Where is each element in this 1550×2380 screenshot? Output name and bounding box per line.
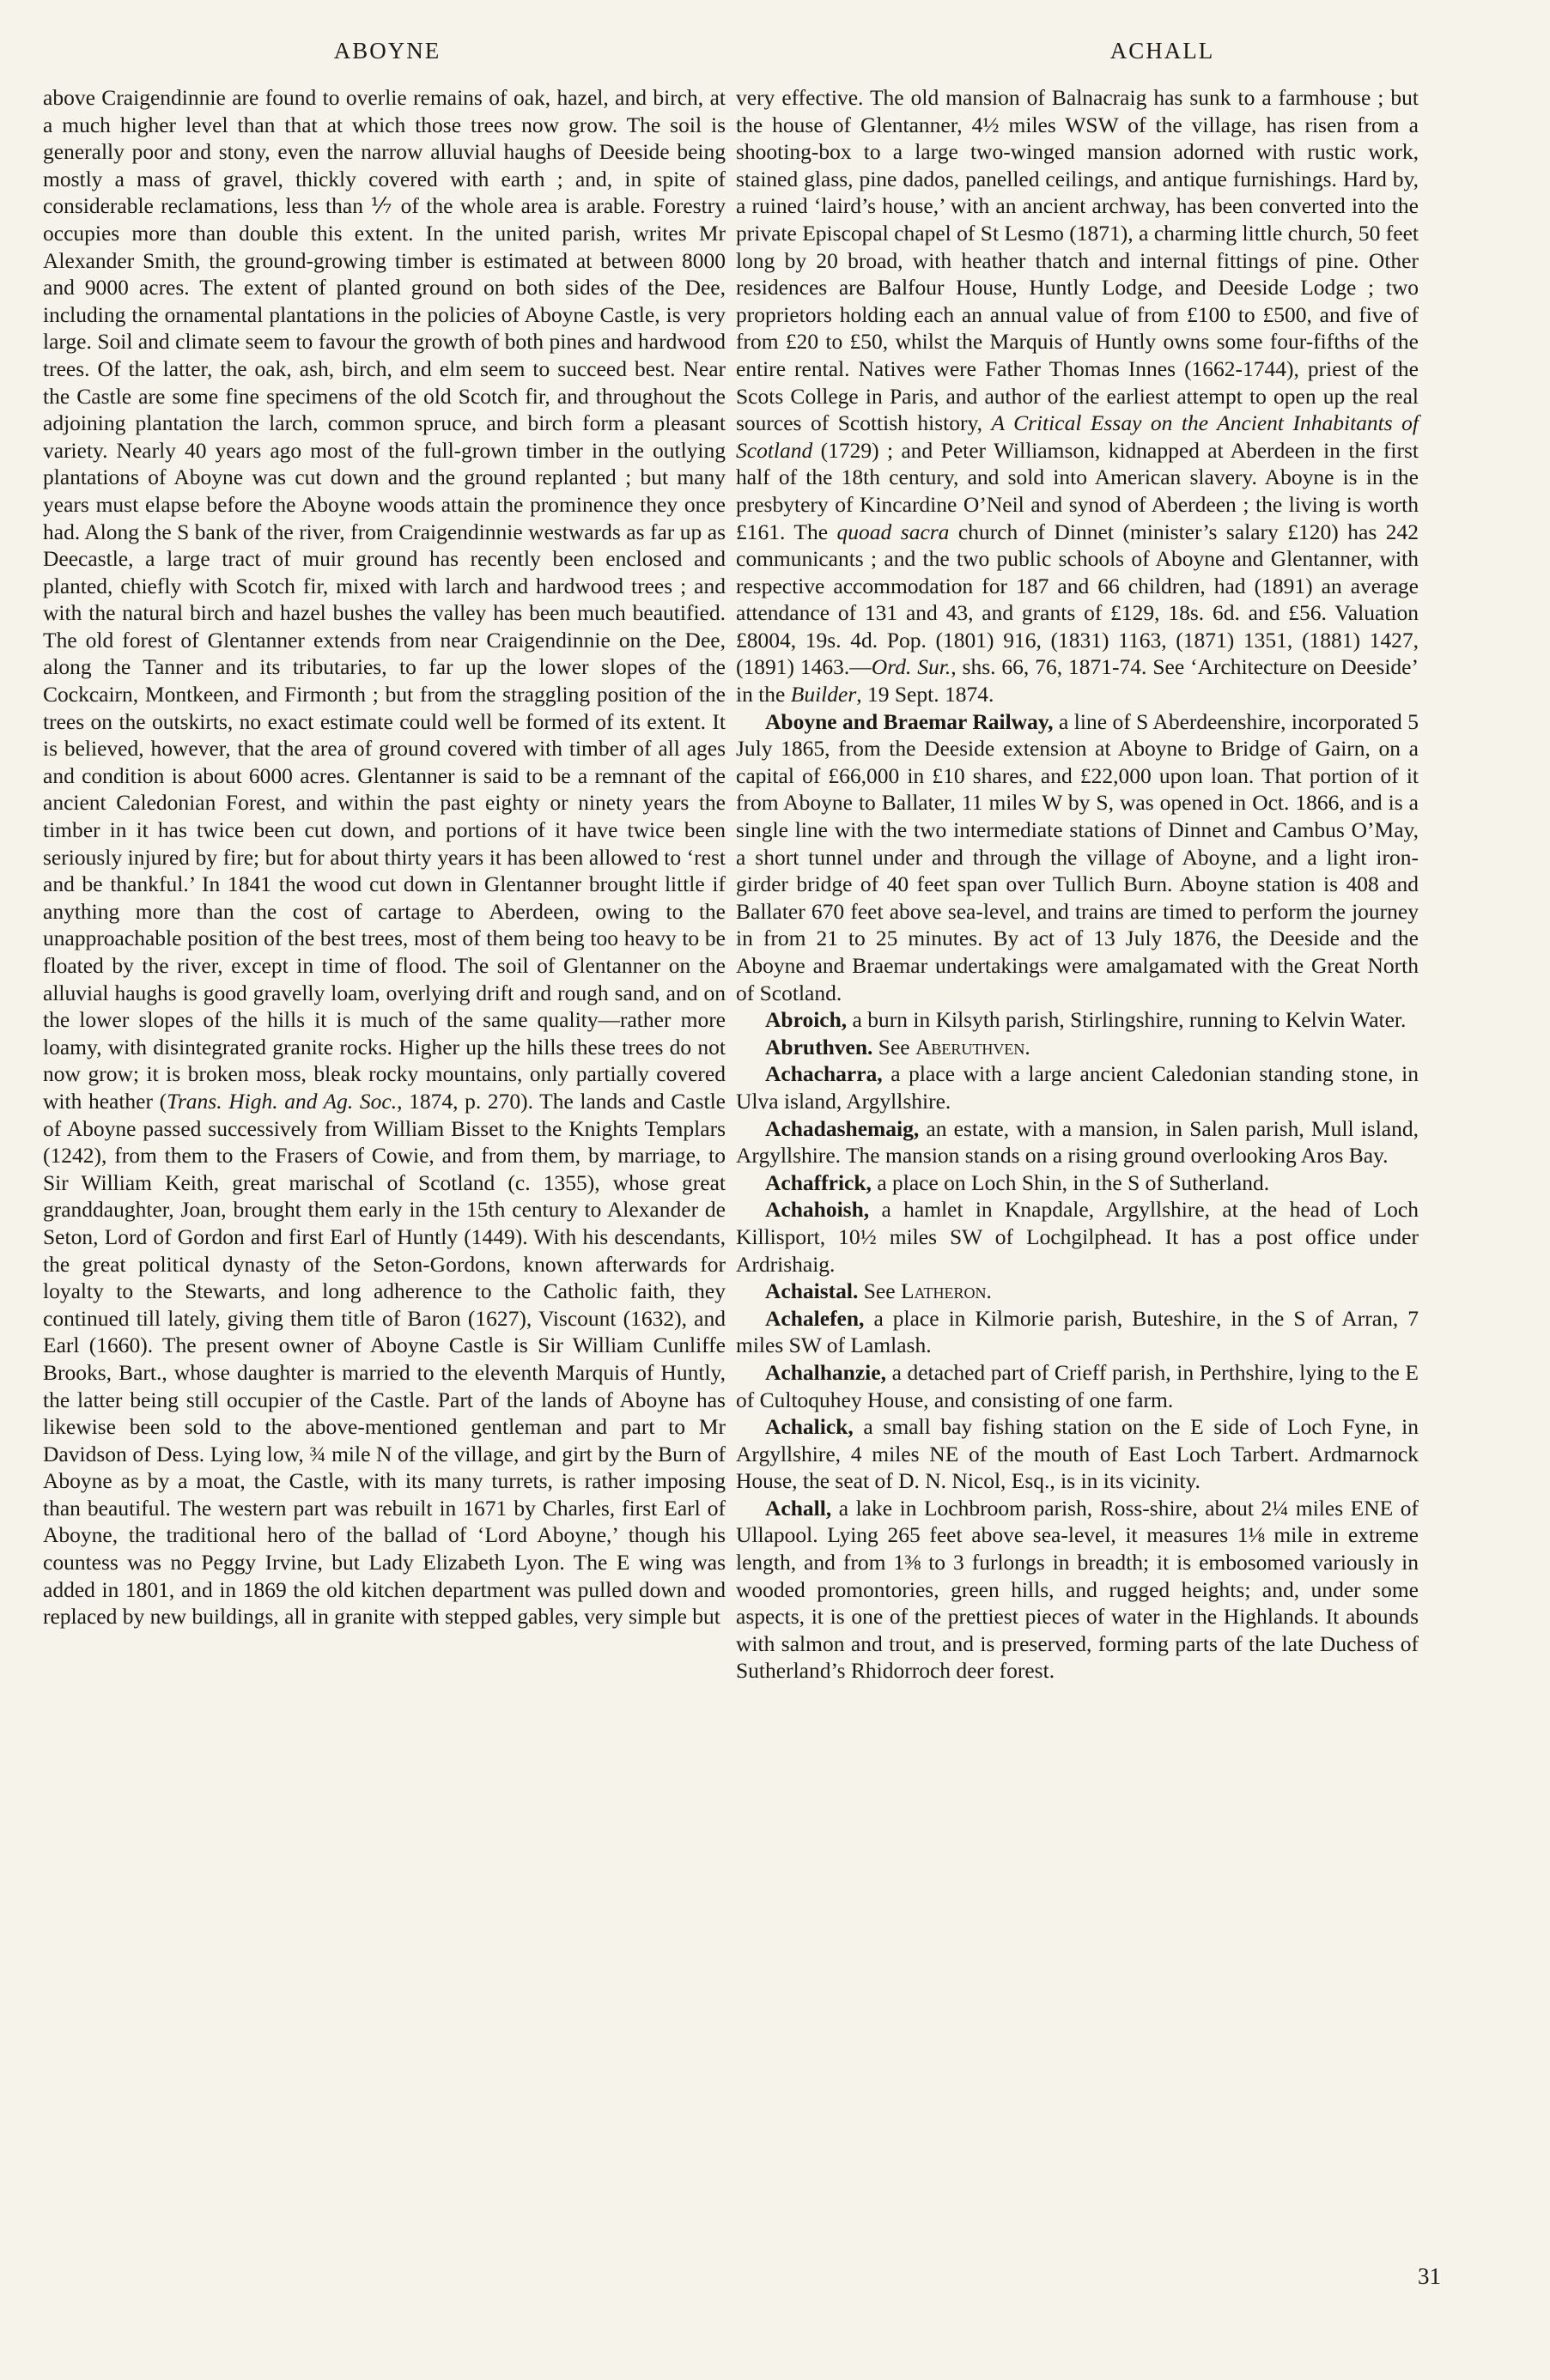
citation-trans-high-ag-soc: Trans. High. and Ag. Soc.	[167, 1088, 398, 1114]
headword: Achacharra,	[765, 1061, 883, 1087]
entry-aboyne-braemar-railway: Aboyne and Braemar Railway, a line of S Aberdeenshire, incorporated 5 July 1865, from the Deeside extension at Aboyne to Bridge of Gairn, on a capital of £66,000 in £10 shares, and £22,000 upon loan. That portion of it from Aboyne to Ballater, 11 miles W by S, was opened in Oct. 1866, and is a single line with the two intermediate stations of Dinnet and Cambus O’May, a short tunnel under and through the village of Aboyne, and a light iron-girder bridge of 40 feet span over Tullich Burn. Aboyne station is 408 and Ballater 670 feet above sea-level, and trains are timed to perform the journey in from 21 to 25 minutes. By act of 13 July 1876, the Deeside and the Aboyne and Braemar undertakings were amalgamated with the Great North of Scotland.	[736, 708, 1419, 1005]
entry-achall: Achall, a lake in Lochbroom parish, Ross-shire, about 2¼ miles ENE of Ullapool. Lying 265 feet above sea-level, it measures 1⅛ mile in extreme length, and from 1⅜ to 3 furlongs in breadth; it is embosomed variously in wooded promontories, green hills, and rugged heights; and, under some aspects, it is one of the prettiest pieces of water in the Highlands. It abounds with salmon and trout, and is preserved, forming parts of the late Duchess of Sutherland’s Rhidorroch deer forest.	[736, 1495, 1419, 1684]
entry-achaffrick: Achaffrick, a place on Loch Shin, in the S of Sutherland.	[765, 1169, 1270, 1195]
headword: Achalhanzie,	[765, 1359, 886, 1385]
entry-achalick: Achalick, a small bay fishing station on the E side of Loch Fyne, in Argyllshire, 4 miles NE of the mouth of East Loch Tarbert. Ardmarnock House, the seat of D. N. Nicol, Esq., is in its vicinity.	[736, 1414, 1419, 1494]
headword: Achaistal.	[765, 1278, 859, 1304]
right-column	[736, 84, 1419, 1685]
cross-reference: Latheron.	[900, 1278, 992, 1304]
headword: Abroich,	[765, 1007, 848, 1033]
headword: Achalefen,	[765, 1305, 865, 1331]
entry-achaistal: Achaistal. See Latheron.	[765, 1278, 992, 1304]
entry-achacharra: Achacharra, a place with a large ancient Caledonian standing stone, in Ulva island, Argyllshire.	[736, 1061, 1419, 1114]
left-column	[43, 84, 726, 1630]
entry-achahoish: Achahoish, a hamlet in Knapdale, Argyllshire, at the head of Loch Killisport, 10½ miles SW of Lochgilphead. It has a post office under Ardrishaig.	[736, 1197, 1419, 1277]
citation-critical-essay: A Critical Essay on the Ancient Inhabitants of Scotland	[736, 410, 1419, 463]
headword: Aboyne and Braemar Railway,	[765, 708, 1054, 734]
page-number: 31	[1418, 2263, 1441, 2289]
article-continuation-aboyne-end: very effective. The old mansion of Balnacraig has sunk to a farmhouse ; but the house of Glentanner, 4½ miles WSW of the village, has risen from a shooting-box to a large two-winged mansion adorned with rustic work, stained glass, pine dados, panelled ceilings, and antique furnishings. Hard by, a ruined ‘laird’s house,’ with an ancient archway, has been converted into the private Episcopal chapel of St Lesmo (1871), a charming little church, 50 feet long by 20 broad, with heather thatch and internal fittings of pine. Other residences are Balfour House, Huntly Lodge, and Deeside Lodge ; two proprietors holding each an annual value of from £100 to £500, and five of from £20 to £50, whilst the Marquis of Huntly owns some four-fifths of the entire rental. Natives were Father Thomas Innes (1662-1744), priest of the Scots College in Paris, and author of the earliest attempt to open up the real sources of Scottish history, A Critical Essay on the Ancient Inhabitants of Scotland (1729) ; and Peter Williamson, kidnapped at Aberdeen in the first half of the 18th century, and sold into American slavery. Aboyne is in the presbytery of Kincardine O’Neil and synod of Aberdeen ; the living is worth £161. The quoad sacra church of Dinnet (minister’s salary £120) has 242 communicants ; and the two public schools of Aboyne and Glentanner, with respective accommodation for 187 and 66 children, had (1891) an average attendance of 131 and 43, and grants of £129, 18s. 6d. and £56. Valuation £8004, 19s. 4d. Pop. (1801) 916, (1831) 1163, (1871) 1351, (1881) 1427, (1891) 1463.—Ord. Sur., shs. 66, 76, 1871-74. See ‘Architecture on Deeside’ in the Builder, 19 Sept. 1874.	[736, 85, 1419, 707]
citation-ord-sur: Ord. Sur.	[871, 654, 951, 680]
entry-achadashemaig: Achadashemaig, an estate, with a mansion, in Salen parish, Mull island, Argyllshire. The mansion stands on a rising ground overlooking Aros Bay.	[736, 1115, 1419, 1169]
entry-achalefen: Achalefen, a place in Kilmorie parish, Buteshire, in the S of Arran, 7 miles SW of Lamlash.	[736, 1305, 1419, 1358]
headword: Achahoish,	[765, 1197, 870, 1223]
cross-reference: Aberuthven.	[915, 1034, 1030, 1059]
headword: Achalick,	[765, 1414, 854, 1440]
running-head-left: ABOYNE	[333, 38, 441, 64]
entry-achalhanzie: Achalhanzie, a detached part of Crieff parish, in Perthshire, lying to the E of Cultoquhey House, and consisting of one farm.	[736, 1359, 1419, 1412]
running-head-right: ACHALL	[1109, 38, 1215, 64]
term-quoad-sacra: quoad sacra	[836, 519, 950, 544]
headword: Achadashemaig,	[765, 1115, 920, 1141]
citation-builder: Builder	[790, 682, 857, 707]
headword: Achall,	[765, 1495, 832, 1521]
headword: Achaffrick,	[765, 1169, 872, 1195]
article-continuation-aboyne: above Craigendinnie are found to overlie remains of oak, hazel, and birch, at a much higher level than that at which those trees now grow. The soil is generally poor and stony, even the narrow alluvial haughs of Deeside being mostly a mass of gravel, thickly covered with earth ; and, in spite of considerable reclamations, less than ⅐ of the whole area is arable. Forestry occupies more than double this extent. In the united parish, writes Mr Alexander Smith, the ground-growing timber is estimated at between 8000 and 9000 acres. The extent of planted ground on both sides of the Dee, including the ornamental plantations in the policies of Aboyne Castle, is very large. Soil and climate seem to favour the growth of both pines and hardwood trees. Of the latter, the oak, ash, birch, and elm seem to succeed best. Near the Castle are some fine specimens of the old Scotch fir, and throughout the adjoining plantation the larch, common spruce, and birch form a pleasant variety. Nearly 40 years ago most of the full-grown timber in the outlying plantations of Aboyne was cut down and the ground replanted ; but many years must elapse before the Aboyne woods attain the prominence they once had. Along the S bank of the river, from Craigendinnie westwards as far up as Deecastle, a large tract of muir ground has recently been enclosed and planted, chiefly with Scotch fir, mixed with larch and hardwood trees ; and with the natural birch and hazel bushes the valley has been much beautified. The old forest of Glentanner extends from near Craigendinnie on the Dee, along the Tanner and its tributaries, to far up the lower slopes of the Cockcairn, Montkeen, and Firmonth ; but from the straggling position of the trees on the outskirts, no exact estimate could well be formed of its extent. It is believed, however, that the area of ground covered with timber of all ages and condition is about 6000 acres. Glentanner is said to be a remnant of the ancient Caledonian Forest, and within the past eighty or ninety years the timber in it has twice been cut down, and portions of it have twice been seriously injured by fire; but for about thirty years it has been allowed to ‘rest and be thankful.’ In 1841 the wood cut down in Glentanner brought little if anything more than the cost of cartage to Aberdeen, owing to the unapproachable position of the best trees, most of them being too heavy to be floated by the river, except in time of flood. The soil of Glentanner on the alluvial haughs is good gravelly loam, overlying drift and rough sand, and on the lower slopes of the hills it is much of the same quality—rather more loamy, with disintegrated granite rocks. Higher up the hills these trees do not now grow; it is broken moss, bleak rocky mountains, only partially covered with heather (Trans. High. and Ag. Soc., 1874, p. 270). The lands and Castle of Aboyne passed successively from William Bisset to the Knights Templars (1242), from them to the Frasers of Cowie, and from them, by marriage, to Sir William Keith, great marischal of Scotland (c. 1355), whose great granddaughter, Joan, brought them early in the 15th century to Alexander de Seton, Lord of Gordon and first Earl of Huntly (1449). With his descendants, the great political dynasty of the Seton-Gordons, known afterwards for loyalty to the Stewarts, and long adherence to the Catholic faith, they continued till lately, giving them title of Baron (1627), Viscount (1632), and Earl (1660). The present owner of Aboyne Castle is Sir William Cunliffe Brooks, Bart., whose daughter is married to the eleventh Marquis of Huntly, the latter being still occupier of the Castle. Part of the lands of Aboyne has likewise been sold to the above-mentioned gentleman and part to Mr Davidson of Dess. Lying low, ¾ mile N of the village, and girt by the Burn of Aboyne as by a moat, the Castle, with its many turrets, is rather imposing than beautiful. The western part was rebuilt in 1671 by Charles, first Earl of Aboyne, the traditional hero of the ballad of ‘Lord Aboyne,’ though his countess was no Peggy Irvine, but Lady Elizabeth Lyon. The E wing was added in 1801, and in 1869 the old kitchen department was pulled down and replaced by new buildings, all in granite with stepped gables, very simple but	[43, 85, 726, 1630]
entry-abruthven: Abruthven. See Aberuthven.	[765, 1034, 1030, 1059]
headword: Abruthven.	[765, 1034, 873, 1059]
entry-abroich: Abroich, a burn in Kilsyth parish, Stirlingshire, running to Kelvin Water.	[765, 1007, 1407, 1033]
